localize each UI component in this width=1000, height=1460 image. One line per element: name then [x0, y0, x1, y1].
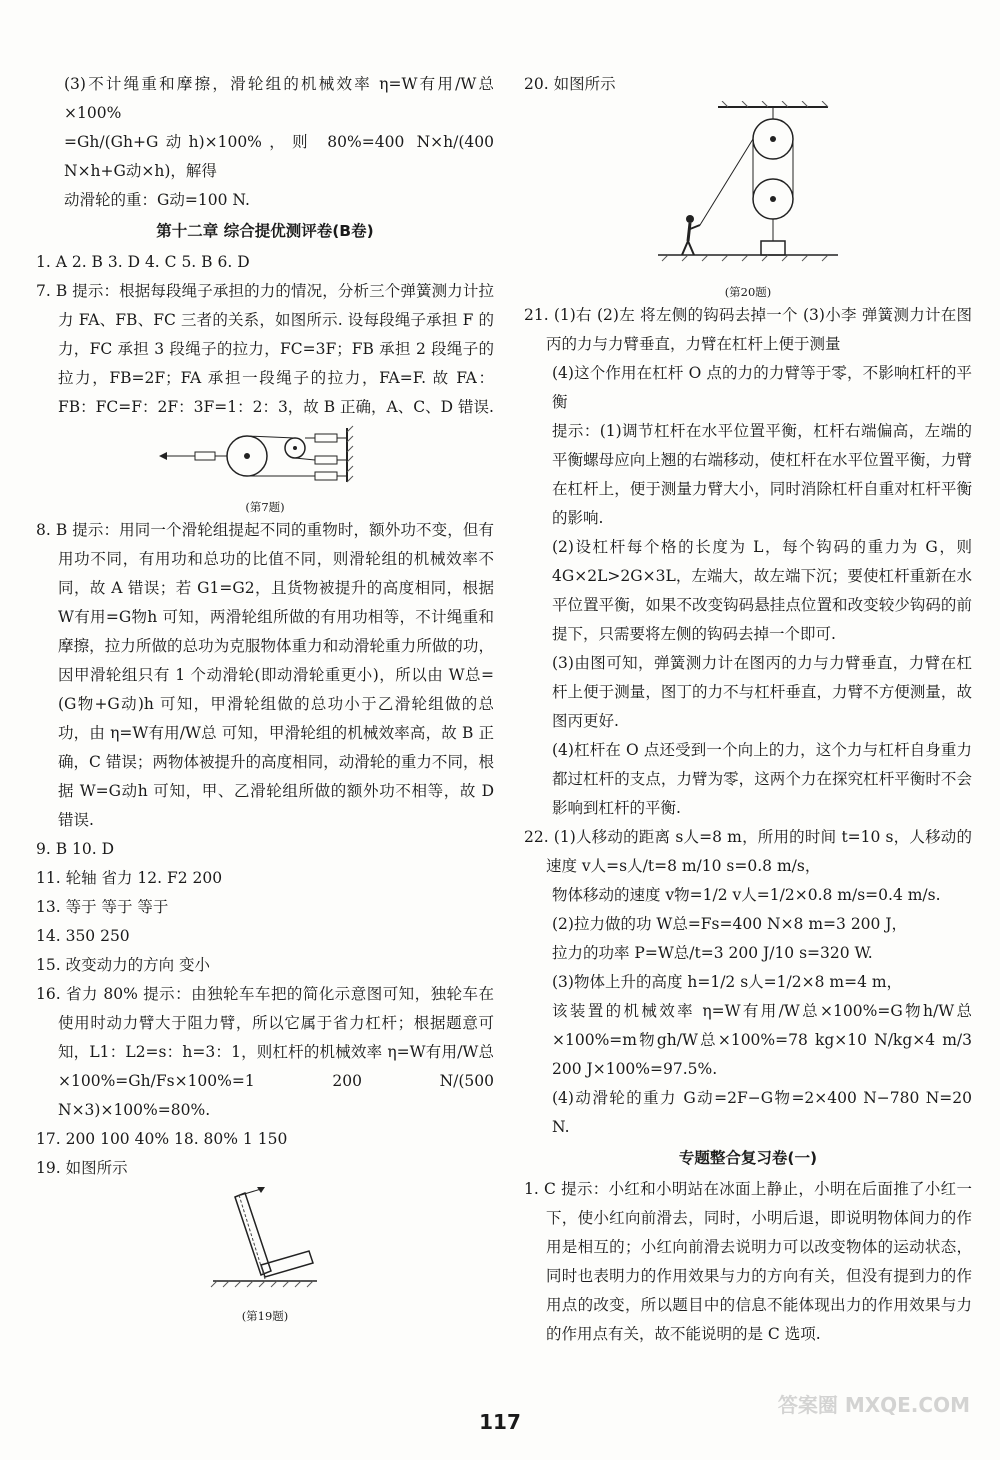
answer-21-hint3: (3)由图可知，弹簧测力计在图丙的力与力臂垂直，力臂在杠杆上便于测量，图丁的力不与杠杆垂直，力臂不方便测量，故图丙更好. — [552, 654, 972, 730]
answer-8: 8. B 提示：用同一个滑轮组提起不同的重物时，额外功不变，但有用功不同，有用功和总功的比值不同，则滑轮组的机械效率不同，故 A 错误；若 G1=G2，且货物被提升的高度相同，根据 W有用=G物h 可知，两滑轮组所做的有用功相等，不计绳重和摩擦，拉力所做的总功为克服物体重力和动滑轮重力所做的功，因甲滑轮组只有 1 个动滑轮(即动滑轮重更小)，所以由 W总=(G物+G动)h 可知，甲滑轮组做的总功小于乙滑轮组做的总功，由 η=W有用/W总 可知，甲滑轮组的机械效率高，故 B 正确，C 错误；两物体被提升的高度相同，动滑轮的重力不同，根据 W=G动h 可知，甲、乙滑轮组所做的额外功不相等，故 D 错误. — [36, 521, 494, 829]
answer-7: 7. B 提示：根据每段绳子承担的力的情况，分析三个弹簧测力计拉力 FA、FB、FC 三者的关系，如图所示. 设每段绳子承担 F 的力，FC 承担 3 段绳子的拉力，FC=3F；FB 承担 2 段绳子的拉力，FB=2F；FA 承担一段绳子的拉力，FA=F. 故 FA：FB：FC=F：2F：3F=1：2：3，故 B 正确，A、C、D 错误. — [36, 282, 494, 416]
figure-19-caption: (第19题) — [241, 1309, 289, 1323]
answer-14: 14. 350 250 — [36, 927, 130, 945]
answer-22-part3: (3)物体上升的高度 h=1/2 s人=1/2×8 m=4 m， — [552, 973, 903, 991]
figure-19 — [36, 1185, 494, 1305]
answer-9-10: 9. B 10. D — [36, 840, 115, 858]
answer-22-part1b: 物体移动的速度 v物=1/2 v人=1/2×0.8 m/s=0.4 m/s. — [552, 886, 941, 904]
figure-20 — [524, 101, 972, 281]
pulley-diagram-7 — [155, 424, 375, 486]
answer-13: 13. 等于 等于 等于 — [36, 898, 169, 916]
answer-22-part2b: 拉力的功率 P=W总/t=3 200 J/10 s=320 W. — [552, 944, 873, 962]
answer-21-hint1: 提示：(1)调节杠杆在水平位置平衡，杠杆右端偏高，左端的平衡螺母应向上翘的右端移动，使杠杆在水平位置平衡，力臂在杠杆上，便于测量力臂大小，同时消除杠杆自重对杠杆平衡的影响. — [552, 422, 972, 527]
right-column — [524, 70, 972, 1349]
answer-21-hint4: (4)杠杆在 O 点还受到一个向上的力，这个力与杠杆自身重力都过杠杆的支点，力臂为零，这两个力在探究杠杆平衡时不会影响到杠杆的平衡. — [552, 741, 972, 817]
section-heading-review1: 专题整合复习卷(一) — [678, 1149, 818, 1167]
left-line-2: =Gh/(Gh+G动h)×100%，则 80%=400 N×h/(400 N×h+G动×h)，解得 — [64, 133, 494, 180]
answer-17-18: 17. 200 100 40% 18. 80% 1 150 — [36, 1130, 288, 1148]
answer-16: 16. 省力 80% 提示：由独轮车车把的简化示意图可知，独轮车在使用时动力臂大于阻力臂，所以它属于省力杠杆；根据题意可知，L1：L2=s：h=3：1，则杠杆的机械效率 η=W有用/W总×100%=Gh/Fs×100%=1 200 N/(500 N×3)×100%=80%. — [36, 985, 494, 1119]
left-column — [36, 70, 494, 1325]
answer-20: 20. 如图所示 — [524, 75, 616, 93]
answer-21-hint2: (2)设杠杆每个格的长度为 L，每个钩码的重力为 G，则 4G×2L>2G×3L，左端大，故左端下沉；要使杠杆重新在水平位置平衡，如果不改变钩码悬挂点位置和改变较少钩码的前提下，只需要将左侧的钩码去掉一个即可. — [552, 538, 972, 643]
figure-20-caption: (第20题) — [724, 285, 772, 299]
pulley-system-diagram-20 — [648, 101, 848, 271]
answer-19: 19. 如图所示 — [36, 1159, 128, 1177]
answer-22-part3b: 该装置的机械效率 η=W有用/W总×100%=G物h/W总×100%=m物gh/W总×100%=78 kg×10 N/kg×4 m/3 200 J×100%=97.5%. — [552, 1002, 972, 1078]
figure-7 — [36, 424, 494, 496]
answer-11-12: 11. 轮轴 省力 12. F2 200 — [36, 869, 223, 887]
review-answer-1: 1. C 提示：小红和小明站在冰面上静止，小明在后面推了小红一下，使小红向前滑去，同时，小明后退，即说明物体间力的作用是相互的；小红向前滑去说明力可以改变物体的运动状态，同时也表明力的作用效果与力的方向有关，但没有提到力的作用点的改变，所以题目中的信息不能体现出力的作用效果与力的作用点有关，故不能说明的是 C 选项. — [524, 1180, 972, 1343]
lever-diagram-19 — [205, 1185, 325, 1295]
answer-21-part2: (4)这个作用在杠杆 O 点的力的力臂等于零，不影响杠杆的平衡 — [552, 364, 972, 411]
section-heading-chapter12: 第十二章 综合提优测评卷(B卷) — [156, 222, 374, 240]
page-number: 117 — [479, 1410, 521, 1434]
answer-15: 15. 改变动力的方向 变小 — [36, 956, 211, 974]
left-line-3: 动滑轮的重：G动=100 N. — [64, 191, 250, 209]
watermark-logo: 答案圈 MXQE.COM — [777, 1393, 970, 1417]
answer-22-part2: (2)拉力做的功 W总=Fs=400 N×8 m=3 200 J， — [552, 915, 908, 933]
answer-22-part1: 22. (1)人移动的距离 s人=8 m，所用的时间 t=10 s，人移动的速度 v人=s人/t=8 m/10 s=0.8 m/s， — [524, 828, 972, 875]
answer-21-part1: 21. (1)右 (2)左 将左侧的钩码去掉一个 (3)小李 弹簧测力计在图丙的力与力臂垂直，力臂在杠杆上便于测量 — [524, 306, 972, 353]
answer-1-6: 1. A 2. B 3. D 4. C 5. B 6. D — [36, 253, 250, 271]
answer-22-part4: (4)动滑轮的重力 G动=2F−G物=2×400 N−780 N=20 N. — [552, 1089, 972, 1136]
figure-7-caption: (第7题) — [245, 500, 285, 514]
left-line-1: (3)不计绳重和摩擦，滑轮组的机械效率 η=W有用/W总×100% — [64, 75, 494, 122]
